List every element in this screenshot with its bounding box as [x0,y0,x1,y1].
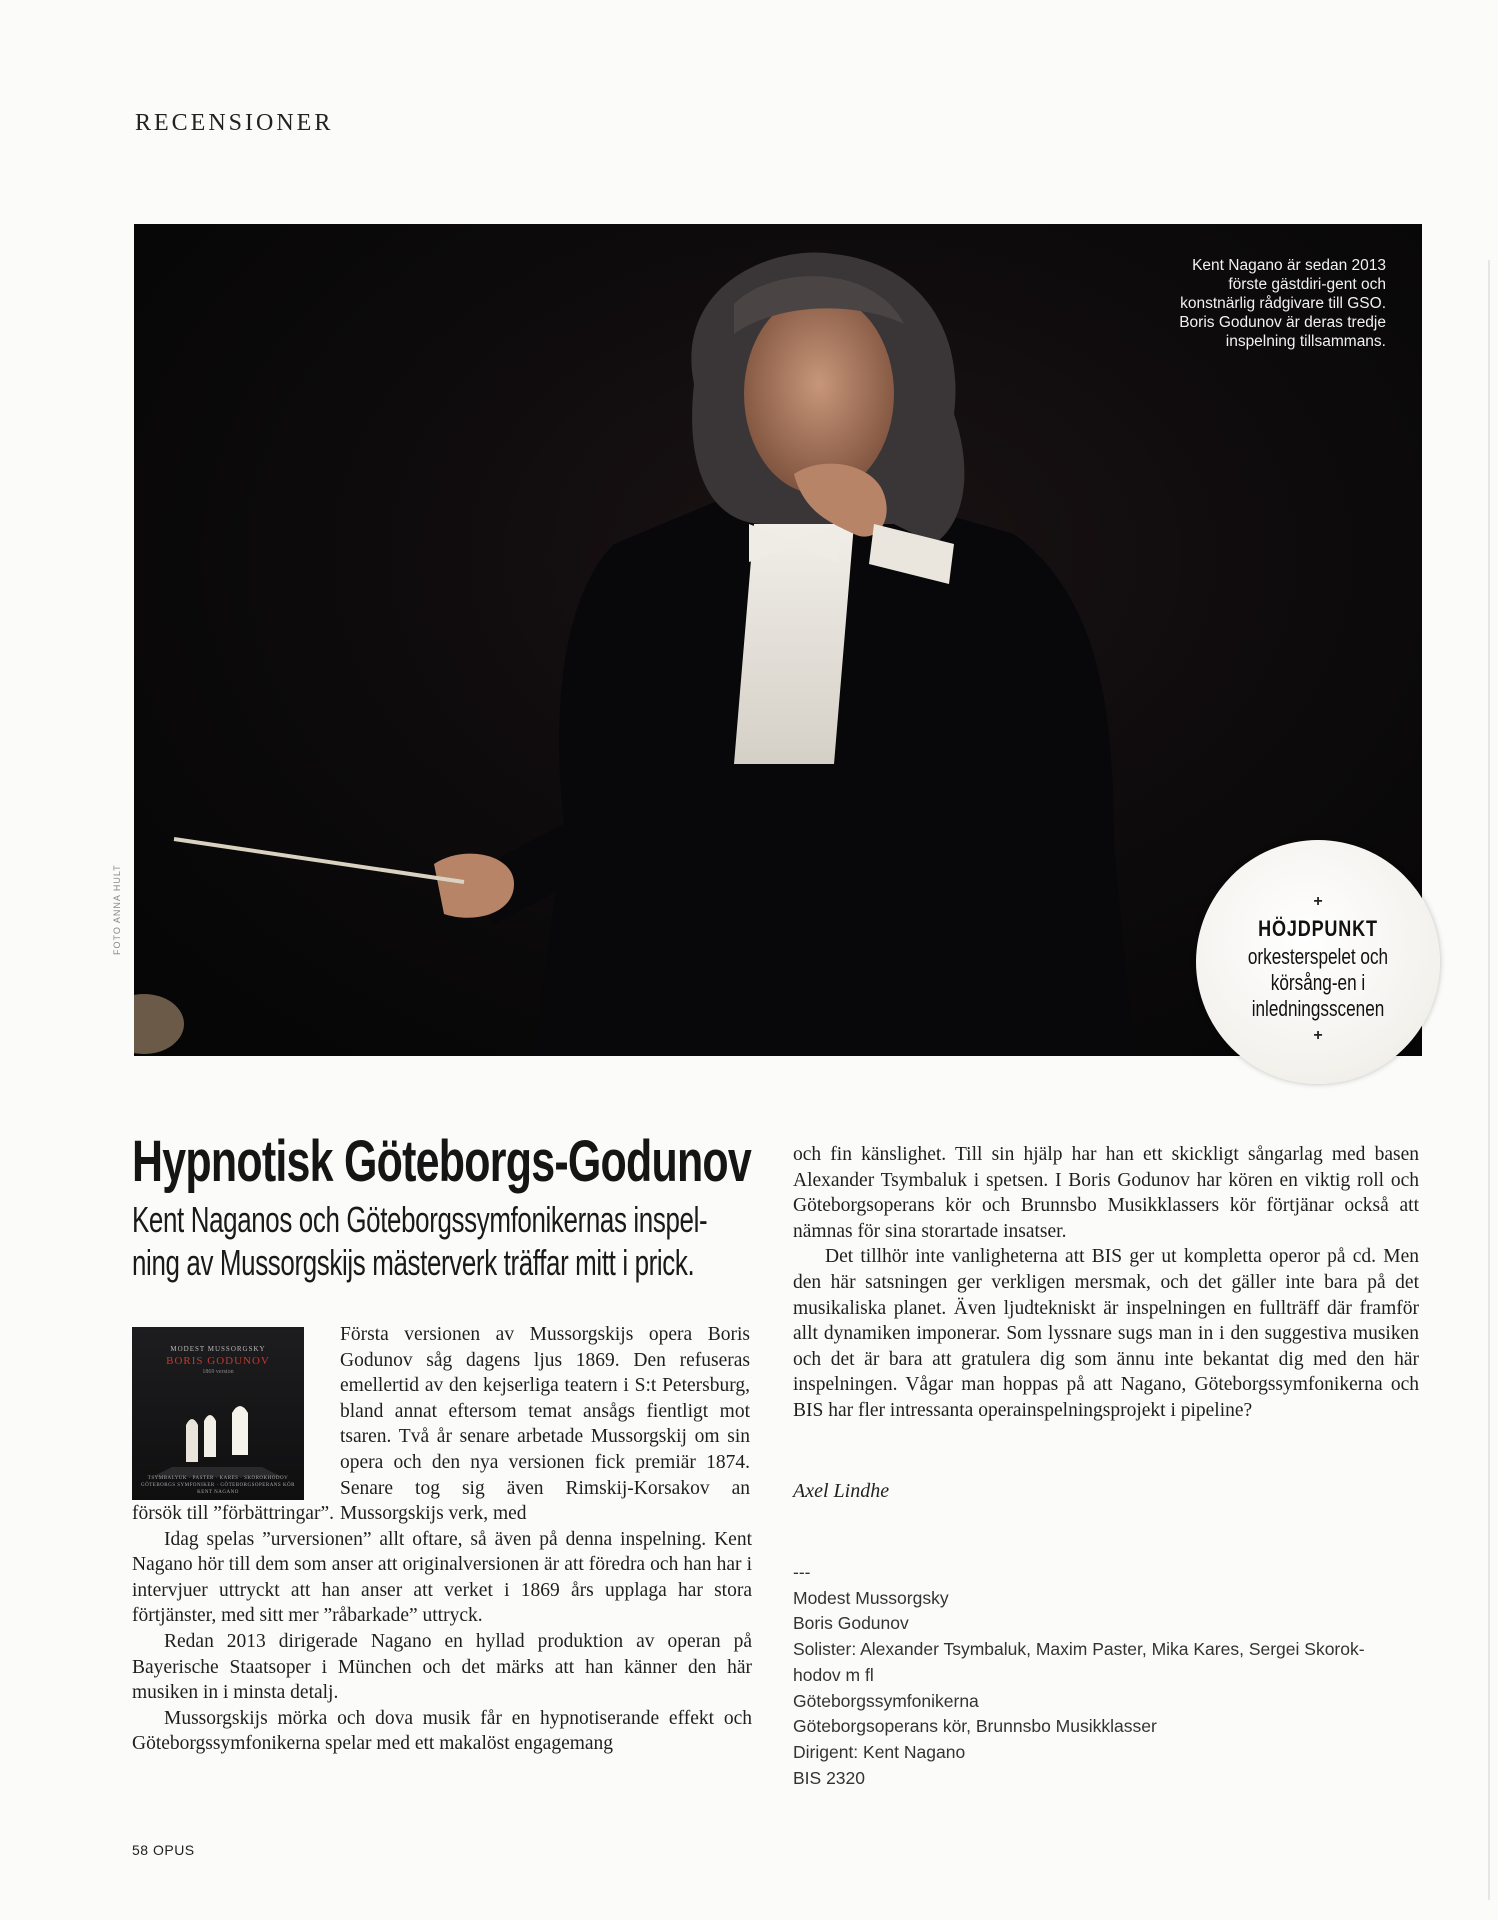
fact-line: Modest Mussorgsky [793,1587,949,1608]
paragraph-2: Idag spelas ”urversionen” allt oftare, så även på denna inspelning. Kent Nagano hör till dem som anser att originalversionen är att föredra och han har i intervjuer uttryckt att han anser att verket i 1869 års upplaga har stora förtjänster, med sitt mer ”råbarkade” uttryck. [132,1528,752,1627]
section-label: RECENSIONER [135,110,334,136]
paragraph-6: Det tillhör inte vanligheterna att BIS ger ut kompletta operor på cd. Men den här satsningen ger verkligen mersmak, och det gäller inte bara på det musikaliska planet. Även ljudtekniskt är inspelningen en fullträff där framför allt dynamiken imponerar. Som lyssnare sugs man in i den suggestiva musiken och det är bara att gratulera dig som ännu inte bekantat dig med den här inspelningen. Vågar man hoppas på att Nagano, Göteborgssymfonikerna och BIS har fler intressanta operainspelningsprojekt i pipeline? [793,1246,1419,1421]
article-subheadline: Kent Naganos och Göteborgssymfonikernas inspel-ning av Mussorgskijs mästerverk träffar mitt i prick. [132,1199,708,1283]
photo-caption: Kent Nagano är sedan 2013 förste gästdiri-gent och konstnärlig rådgivare till GSO. Boris Godunov är deras tredje inspelning tillsammans. [1179,257,1386,350]
page-edge [1488,260,1490,1900]
fact-box [793,1560,1365,1791]
cover-title: BORIS GODUNOV [166,1355,270,1367]
album-cover [132,1327,304,1500]
paragraph-1-wrap: försök till ”förbättringar”. [132,1503,334,1524]
fact-line: Boris Godunov [793,1613,909,1634]
plus-icon: + [1313,1027,1323,1044]
fact-line: Dirigent: Kent Nagano [793,1741,966,1762]
photo-credit: FOTO ANNA HULT [112,864,122,955]
fact-separator: --- [793,1562,811,1582]
article-intro [340,1322,750,1527]
fact-line: Solister: Alexander Tsymbaluk, Maxim Paster, Mika Kares, Sergei Skorok- [793,1639,1365,1660]
paragraph-1: Första versionen av Mussorgskijs opera Boris Godunov såg dagens ljus 1869. Den refuseras emellertid av den kejserliga teatern i S:t Petersburg, bland annat eftersom temat ansågs fientligt mot tsaren. Två år senare arbetade Mussorgskij om sin opera och den nya versionen fick premiär 1874. Senare tog sig även Rimskij-Korsakov an Mussorgskijs verk, med [340,1324,750,1525]
fact-line: BIS 2320 [793,1767,865,1788]
cover-credits: TSYMBALYUK · PASTER · KARES · SKOROKHODOV GÖTEBORGS SYMFONIKER · GÖTEBORGSOPERANS KÖR KENT NAGANO [140,1476,295,1495]
fact-line: Göteborgssymfonikerna [793,1690,979,1711]
fact-line: Göteborgsoperans kör, Brunnsbo Musikklasser [793,1716,1157,1737]
paragraph-4: Mussorgskijs mörka och dova musik får en hypnotiserande effekt och Göteborgssymfonikerna spelar med ett makalöst engagemang [132,1707,752,1755]
cover-composer: MODEST MUSSORGSKY [170,1345,266,1353]
fact-line: hodov m fl [793,1664,874,1685]
article-column-2 [793,1142,1419,1424]
article-column-1 [132,1501,752,1757]
plus-icon: + [1313,893,1323,910]
author-signature: Axel Lindhe [793,1480,890,1502]
highlight-badge [1196,840,1440,1084]
paragraph-5: och fin känslighet. Till sin hjälp har han ett skickligt sångarlag med basen Alexander Tsymbaluk i spetsen. I Boris Godunov har kören en viktig roll och Göteborgsoperans kör och Brunnsbo Musikklassers kör förtjänar också att nämnas för sina storartade insatser. [793,1144,1419,1242]
highlight-title: HÖJDPUNKT [1258,916,1378,941]
page-folio: 58 OPUS [132,1842,195,1858]
paragraph-3: Redan 2013 dirigerade Nagano en hyllad produktion av operan på Bayerische Staatsoper i München och det märks att han känner den här musiken in i minsta detalj. [132,1630,752,1704]
article-headline: Hypnotisk Göteborgs-Godunov [132,1129,752,1194]
highlight-text: orkesterspelet och körsång-en i inledningsscenen [1247,944,1389,1021]
cover-subtitle: 1869 version [202,1369,234,1375]
